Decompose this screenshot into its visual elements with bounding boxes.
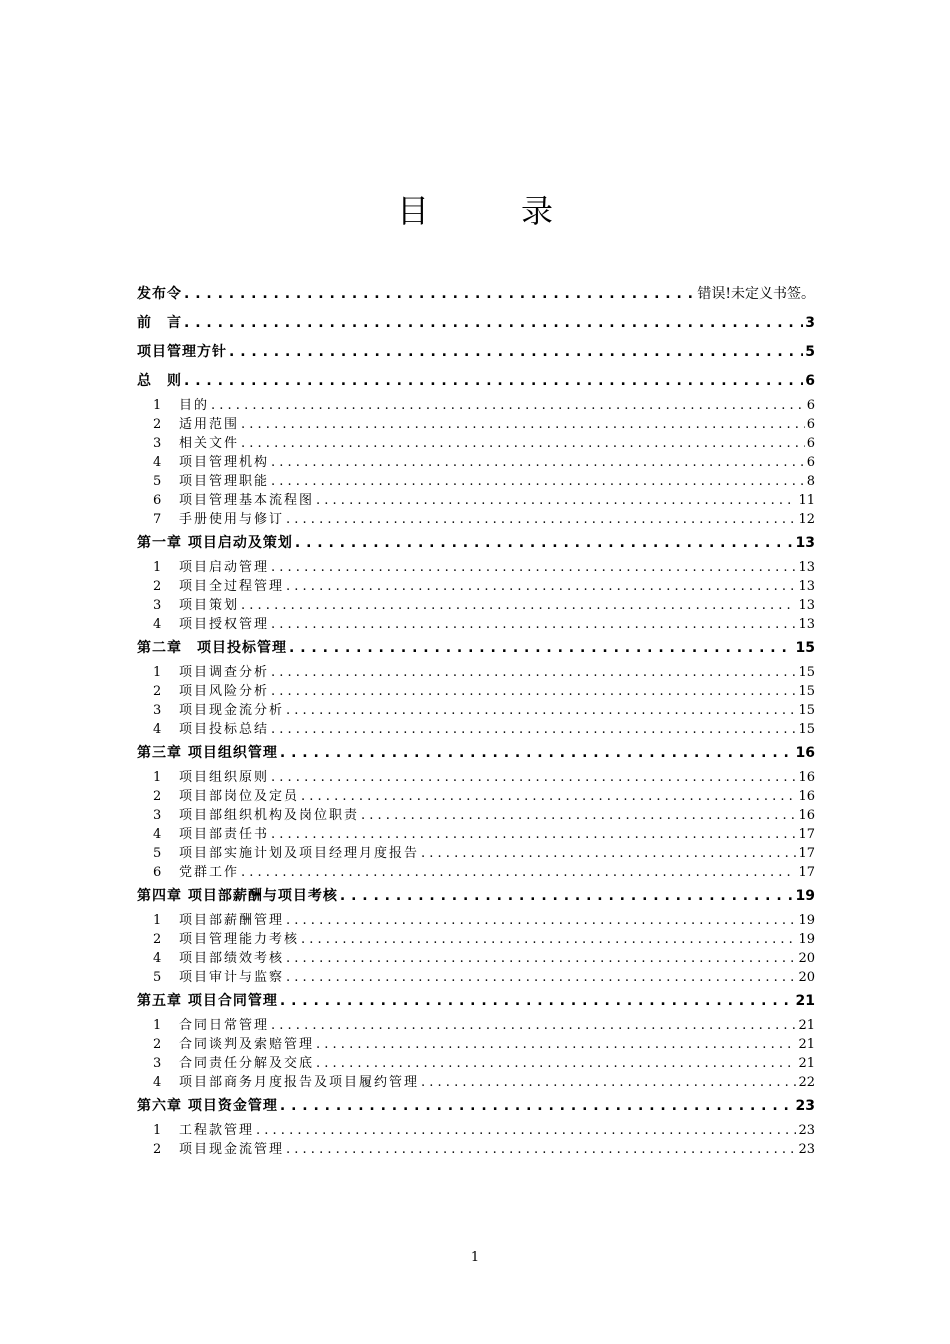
toc-entry-number: 2 bbox=[153, 417, 162, 432]
toc-section-entry[interactable] bbox=[137, 1016, 815, 1035]
toc-entry-page: 23 bbox=[798, 1123, 815, 1138]
toc-dot-leader bbox=[184, 367, 803, 396]
toc-entry-page: 6 bbox=[806, 398, 815, 413]
toc-entry-page: 21 bbox=[798, 1037, 815, 1052]
toc-section-entry[interactable] bbox=[137, 1121, 815, 1140]
toc-entry-label: 项目调查分析 bbox=[179, 665, 270, 680]
toc-entry-page: 6 bbox=[805, 373, 815, 389]
toc-section-entry[interactable] bbox=[137, 577, 815, 596]
toc-section-entry[interactable] bbox=[137, 968, 815, 987]
toc-entry-page: 13 bbox=[798, 598, 815, 613]
toc-chapter-entry[interactable] bbox=[137, 367, 815, 396]
toc-entry-label: 总 则 bbox=[137, 373, 182, 389]
toc-entry-label: 项目管理能力考核 bbox=[179, 932, 300, 947]
toc-entry-number: 1 bbox=[153, 1018, 162, 1033]
toc-section-entry[interactable] bbox=[137, 825, 815, 844]
toc-entry-label: 项目部岗位及定员 bbox=[179, 789, 300, 804]
toc-entry-number: 4 bbox=[153, 455, 162, 470]
toc-dot-leader bbox=[271, 720, 796, 739]
toc-dot-leader bbox=[241, 863, 796, 882]
toc-entry-label: 项目现金流分析 bbox=[179, 703, 285, 718]
toc-dot-leader bbox=[316, 491, 796, 510]
toc-dot-leader bbox=[421, 1073, 796, 1092]
toc-dot-leader bbox=[184, 280, 695, 309]
toc-entry-label: 项目部薪酬管理 bbox=[179, 913, 285, 928]
toc-entry-label: 相关文件 bbox=[179, 436, 240, 451]
toc-entry-number: 4 bbox=[153, 722, 162, 737]
toc-entry-label: 项目组织原则 bbox=[179, 770, 270, 785]
toc-section-entry[interactable] bbox=[137, 720, 815, 739]
toc-section-entry[interactable] bbox=[137, 787, 815, 806]
toc-dot-leader bbox=[286, 968, 796, 987]
toc-section-entry[interactable] bbox=[137, 1054, 815, 1073]
toc-entry-label: 项目投标总结 bbox=[179, 722, 270, 737]
toc-entry-label: 前 言 bbox=[137, 315, 182, 331]
toc-dot-leader bbox=[280, 987, 794, 1016]
toc-chapter-entry[interactable] bbox=[137, 529, 815, 558]
toc-dot-leader bbox=[271, 1016, 796, 1035]
toc-entry-label: 党群工作 bbox=[179, 865, 240, 880]
toc-section-entry[interactable] bbox=[137, 663, 815, 682]
toc-chapter-entry[interactable] bbox=[137, 309, 815, 338]
toc-dot-leader bbox=[316, 1054, 796, 1073]
toc-entry-page: 17 bbox=[798, 827, 815, 842]
toc-entry-label: 项目管理基本流程图 bbox=[179, 493, 315, 508]
toc-entry-page: 13 bbox=[798, 560, 815, 575]
toc-entry-page: 13 bbox=[798, 579, 815, 594]
table-of-contents bbox=[137, 280, 815, 1159]
toc-dot-leader bbox=[301, 930, 796, 949]
toc-entry-page: 15 bbox=[798, 665, 815, 680]
toc-entry-number: 2 bbox=[153, 1142, 162, 1157]
toc-entry-page: 6 bbox=[806, 455, 815, 470]
toc-dot-leader bbox=[241, 415, 805, 434]
toc-dot-leader bbox=[286, 510, 796, 529]
toc-entry-label: 适用范围 bbox=[179, 417, 240, 432]
toc-entry-page: 12 bbox=[798, 512, 815, 527]
toc-section-entry[interactable] bbox=[137, 615, 815, 634]
toc-entry-number: 1 bbox=[153, 398, 162, 413]
toc-section-entry[interactable] bbox=[137, 510, 815, 529]
toc-dot-leader bbox=[316, 1035, 796, 1054]
toc-entry-number: 6 bbox=[153, 493, 162, 508]
toc-entry-label: 手册使用与修订 bbox=[179, 512, 285, 527]
page-number: 1 bbox=[470, 1250, 480, 1265]
toc-dot-leader bbox=[340, 882, 794, 911]
toc-entry-number: 5 bbox=[153, 474, 162, 489]
toc-entry-page: 20 bbox=[798, 970, 815, 985]
toc-entry-label: 项目管理机构 bbox=[179, 455, 270, 470]
toc-entry-label: 项目部责任书 bbox=[179, 827, 270, 842]
toc-entry-number: 1 bbox=[153, 913, 162, 928]
toc-entry-label: 项目部商务月度报告及项目履约管理 bbox=[179, 1075, 420, 1090]
toc-entry-number: 3 bbox=[153, 703, 162, 718]
toc-section-entry[interactable] bbox=[137, 701, 815, 720]
toc-dot-leader bbox=[301, 787, 796, 806]
toc-entry-number: 4 bbox=[153, 617, 162, 632]
toc-entry-label: 项目策划 bbox=[179, 598, 240, 613]
toc-section-entry[interactable] bbox=[137, 396, 815, 415]
toc-dot-leader bbox=[256, 1121, 796, 1140]
toc-entry-label: 合同责任分解及交底 bbox=[179, 1056, 315, 1071]
toc-entry-label: 合同谈判及索赔管理 bbox=[179, 1037, 315, 1052]
toc-entry-label: 发布令 bbox=[137, 286, 182, 302]
toc-entry-label: 项目现金流管理 bbox=[179, 1142, 285, 1157]
toc-entry-number: 2 bbox=[153, 789, 162, 804]
toc-dot-leader bbox=[286, 911, 796, 930]
toc-dot-leader bbox=[211, 396, 805, 415]
toc-entry-page: 19 bbox=[798, 913, 815, 928]
toc-entry-number: 5 bbox=[153, 970, 162, 985]
toc-entry-label: 项目风险分析 bbox=[179, 684, 270, 699]
toc-dot-leader bbox=[271, 768, 796, 787]
toc-entry-label: 项目部组织机构及岗位职责 bbox=[179, 808, 360, 823]
toc-entry-page: 6 bbox=[806, 436, 815, 451]
toc-chapter-entry[interactable] bbox=[137, 987, 815, 1016]
toc-dot-leader bbox=[271, 663, 796, 682]
toc-chapter-entry[interactable] bbox=[137, 1092, 815, 1121]
toc-section-entry[interactable] bbox=[137, 453, 815, 472]
toc-dot-leader bbox=[271, 682, 796, 701]
toc-entry-label: 工程款管理 bbox=[179, 1123, 255, 1138]
toc-entry-page: 23 bbox=[798, 1142, 815, 1157]
toc-entry-label: 项目管理职能 bbox=[179, 474, 270, 489]
toc-section-entry[interactable] bbox=[137, 682, 815, 701]
toc-dot-leader bbox=[271, 558, 796, 577]
toc-dot-leader bbox=[361, 806, 796, 825]
toc-entry-number: 2 bbox=[153, 684, 162, 699]
toc-section-entry[interactable] bbox=[137, 596, 815, 615]
toc-entry-page: 13 bbox=[795, 535, 815, 551]
toc-entry-number: 4 bbox=[153, 1075, 162, 1090]
toc-entry-page: 15 bbox=[798, 684, 815, 699]
toc-section-entry[interactable] bbox=[137, 1140, 815, 1159]
toc-entry-page: 3 bbox=[805, 315, 815, 331]
toc-entry-page: 21 bbox=[795, 993, 815, 1009]
toc-entry-number: 1 bbox=[153, 560, 162, 575]
toc-entry-page: 22 bbox=[798, 1075, 815, 1090]
toc-entry-page: 19 bbox=[795, 888, 815, 904]
toc-section-entry[interactable] bbox=[137, 911, 815, 930]
toc-dot-leader bbox=[421, 844, 796, 863]
toc-entry-page: 15 bbox=[795, 640, 815, 656]
toc-section-entry[interactable] bbox=[137, 472, 815, 491]
toc-entry-page: 16 bbox=[798, 770, 815, 785]
toc-entry-page: 错误!未定义书签。 bbox=[697, 286, 815, 302]
toc-entry-label: 项目部实施计划及项目经理月度报告 bbox=[179, 846, 420, 861]
toc-section-entry[interactable] bbox=[137, 863, 815, 882]
toc-entry-label: 项目启动管理 bbox=[179, 560, 270, 575]
toc-dot-leader bbox=[289, 634, 794, 663]
toc-entry-page: 16 bbox=[798, 789, 815, 804]
toc-entry-label: 第一章 项目启动及策划 bbox=[137, 535, 293, 551]
toc-entry-number: 2 bbox=[153, 579, 162, 594]
toc-entry-label: 第五章 项目合同管理 bbox=[137, 993, 278, 1009]
toc-entry-label: 项目审计与监察 bbox=[179, 970, 285, 985]
toc-entry-number: 2 bbox=[153, 932, 162, 947]
toc-dot-leader bbox=[286, 1140, 796, 1159]
toc-entry-page: 15 bbox=[798, 703, 815, 718]
toc-section-entry[interactable] bbox=[137, 806, 815, 825]
toc-dot-leader bbox=[271, 472, 805, 491]
toc-dot-leader bbox=[184, 309, 803, 338]
toc-entry-number: 6 bbox=[153, 865, 162, 880]
toc-dot-leader bbox=[280, 739, 794, 768]
toc-entry-number: 3 bbox=[153, 1056, 162, 1071]
toc-entry-number: 1 bbox=[153, 665, 162, 680]
toc-entry-label: 项目全过程管理 bbox=[179, 579, 285, 594]
toc-entry-page: 16 bbox=[798, 808, 815, 823]
toc-entry-page: 15 bbox=[798, 722, 815, 737]
toc-entry-page: 6 bbox=[806, 417, 815, 432]
toc-section-entry[interactable] bbox=[137, 768, 815, 787]
toc-dot-leader bbox=[241, 596, 796, 615]
toc-section-entry[interactable] bbox=[137, 558, 815, 577]
toc-entry-number: 3 bbox=[153, 436, 162, 451]
toc-entry-number: 3 bbox=[153, 808, 162, 823]
toc-entry-page: 16 bbox=[795, 745, 815, 761]
toc-entry-page: 21 bbox=[798, 1018, 815, 1033]
toc-dot-leader bbox=[271, 615, 796, 634]
toc-entry-page: 23 bbox=[795, 1098, 815, 1114]
toc-entry-number: 3 bbox=[153, 598, 162, 613]
toc-dot-leader bbox=[280, 1092, 794, 1121]
toc-section-entry[interactable] bbox=[137, 949, 815, 968]
toc-entry-label: 项目授权管理 bbox=[179, 617, 270, 632]
toc-entry-number: 4 bbox=[153, 827, 162, 842]
toc-chapter-entry[interactable] bbox=[137, 634, 815, 663]
toc-dot-leader bbox=[241, 434, 805, 453]
toc-entry-label: 第三章 项目组织管理 bbox=[137, 745, 278, 761]
toc-entry-number: 5 bbox=[153, 846, 162, 861]
toc-section-entry[interactable] bbox=[137, 491, 815, 510]
toc-dot-leader bbox=[295, 529, 794, 558]
toc-entry-page: 20 bbox=[798, 951, 815, 966]
toc-dot-leader bbox=[286, 949, 796, 968]
toc-section-entry[interactable] bbox=[137, 930, 815, 949]
toc-entry-page: 8 bbox=[806, 474, 815, 489]
toc-entry-number: 1 bbox=[153, 1123, 162, 1138]
toc-chapter-entry[interactable] bbox=[137, 739, 815, 768]
toc-entry-number: 7 bbox=[153, 512, 162, 527]
toc-entry-page: 19 bbox=[798, 932, 815, 947]
toc-entry-label: 合同日常管理 bbox=[179, 1018, 270, 1033]
toc-entry-label: 项目管理方针 bbox=[137, 344, 227, 360]
toc-chapter-entry[interactable] bbox=[137, 882, 815, 911]
toc-entry-number: 1 bbox=[153, 770, 162, 785]
toc-section-entry[interactable] bbox=[137, 1035, 815, 1054]
toc-entry-page: 17 bbox=[798, 846, 815, 861]
toc-entry-number: 4 bbox=[153, 951, 162, 966]
toc-section-entry[interactable] bbox=[137, 434, 815, 453]
toc-entry-page: 11 bbox=[798, 493, 815, 508]
toc-entry-label: 第六章 项目资金管理 bbox=[137, 1098, 278, 1114]
toc-entry-page: 17 bbox=[798, 865, 815, 880]
toc-dot-leader bbox=[286, 701, 796, 720]
toc-section-entry[interactable] bbox=[137, 1073, 815, 1092]
toc-chapter-entry[interactable] bbox=[137, 280, 815, 309]
toc-entry-page: 13 bbox=[798, 617, 815, 632]
toc-entry-number: 2 bbox=[153, 1037, 162, 1052]
toc-chapter-entry[interactable] bbox=[137, 338, 815, 367]
toc-entry-page: 21 bbox=[798, 1056, 815, 1071]
toc-entry-label: 目的 bbox=[179, 398, 210, 413]
toc-dot-leader bbox=[271, 825, 796, 844]
toc-section-entry[interactable] bbox=[137, 415, 815, 434]
toc-entry-label: 第二章 项目投标管理 bbox=[137, 640, 287, 656]
toc-entry-label: 第四章 项目部薪酬与项目考核 bbox=[137, 888, 338, 904]
toc-dot-leader bbox=[229, 338, 803, 367]
toc-dot-leader bbox=[286, 577, 796, 596]
toc-dot-leader bbox=[271, 453, 805, 472]
toc-entry-label: 项目部绩效考核 bbox=[179, 951, 285, 966]
toc-section-entry[interactable] bbox=[137, 844, 815, 863]
toc-entry-page: 5 bbox=[805, 344, 815, 360]
page-title: 目 录 bbox=[396, 192, 583, 230]
